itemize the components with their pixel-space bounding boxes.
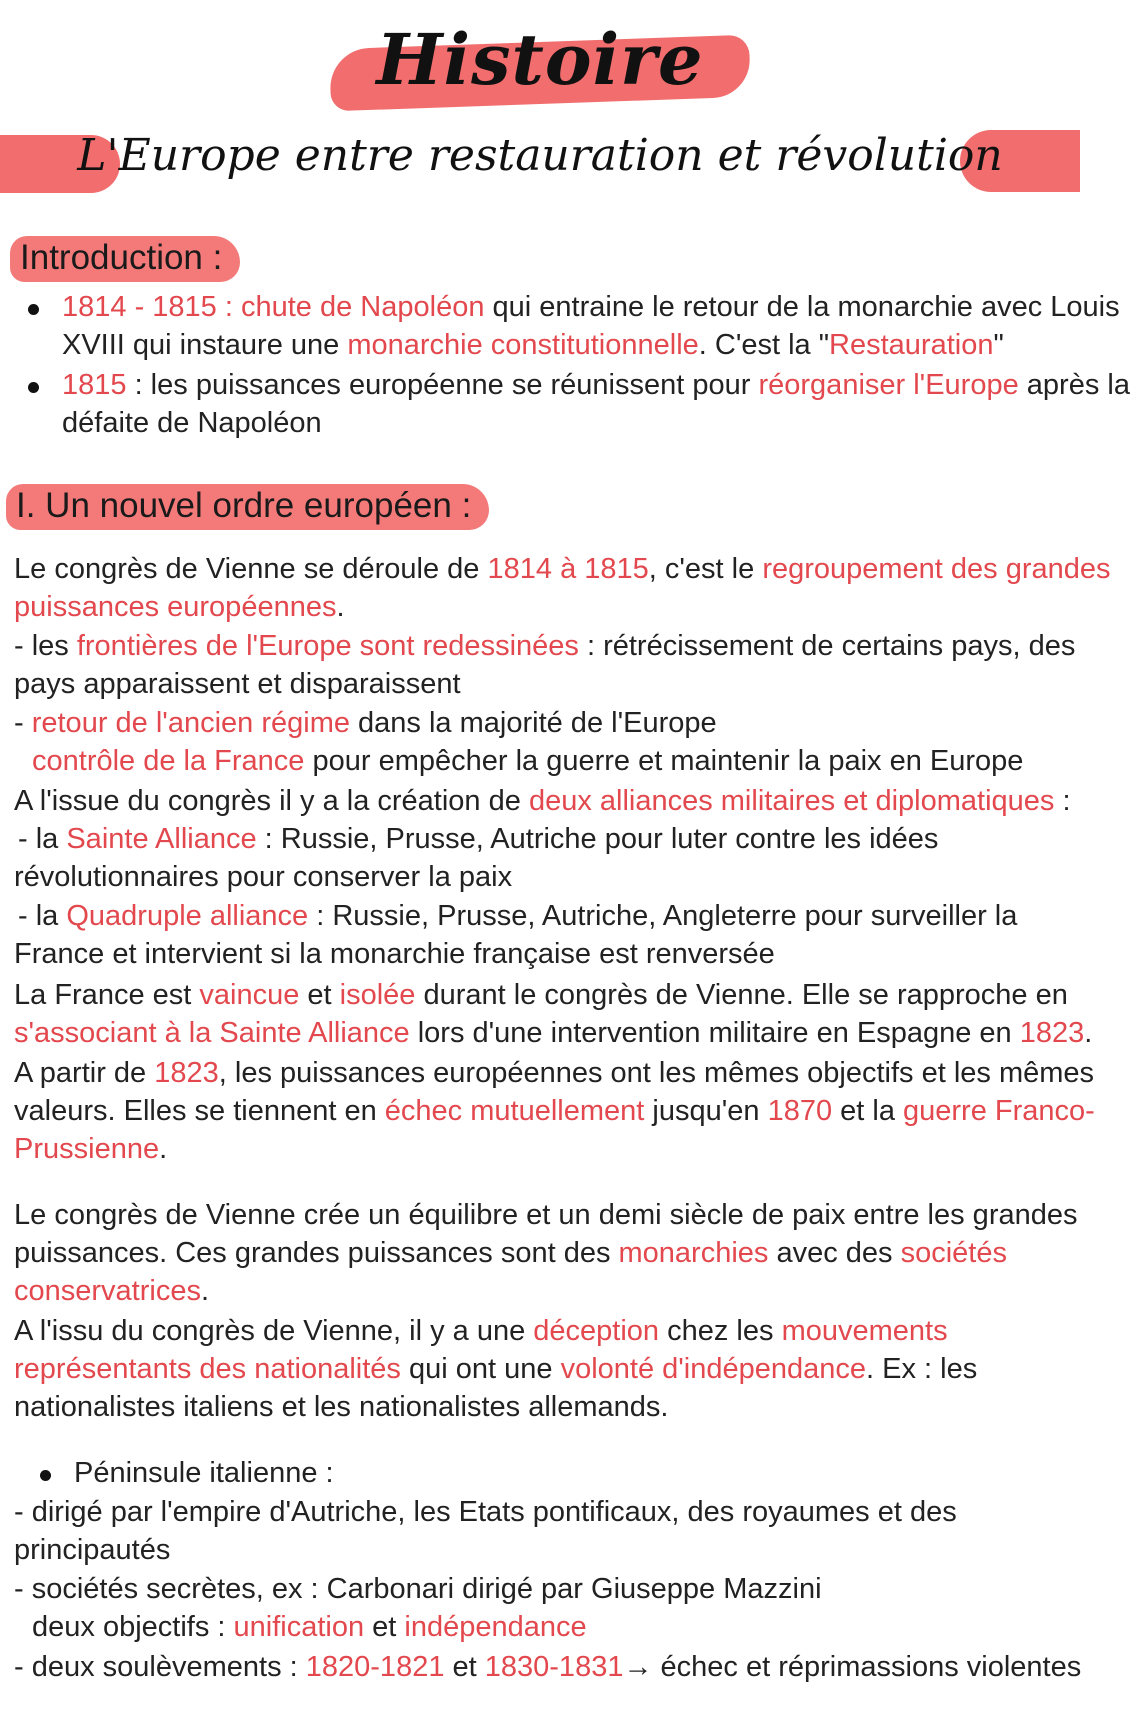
text: → échec et réprimassions violentes [623,1651,1082,1683]
text: : Russie, Prusse, Autriche pour luter contre les idées [256,823,939,855]
section-line-16 [14,1130,167,1168]
section-line-27 [32,1608,587,1646]
section-line-14 [14,1054,1094,1092]
intro-line-2 [62,326,1004,364]
keyword: indépendance [404,1611,587,1643]
text: . C'est la " [698,329,830,361]
keyword: s'associant à la Sainte Alliance [14,1017,410,1049]
text: . Ex : les [866,1353,978,1385]
text: XVIII qui instaure une [62,329,348,361]
section-line-28 [14,1648,1081,1686]
section-line-11: France et intervient si la monarchie française est renversée [14,938,775,970]
text: dans la majorité de l'Europe [349,707,717,739]
text: . [200,1275,210,1307]
keyword: déception [533,1315,660,1347]
section-line-21 [14,1350,977,1388]
section-line-23: Péninsule italienne : [74,1457,334,1489]
section-line-22: nationalistes italiens et les nationalistes allemands. [14,1391,669,1423]
text: deux objectifs : [32,1611,234,1643]
heading-nouvel-ordre: I. Un nouvel ordre européen : [6,484,489,530]
page-title: Histoire [376,18,704,101]
text: Le congrès de Vienne se déroule de [14,553,488,585]
section-line-17: Le congrès de Vienne crée un équilibre et un demi siècle de paix entre les grandes [14,1199,1078,1231]
section-line-15 [14,1092,1095,1130]
text: : Russie, Prusse, Autriche, Angleterre pour surveiller la [308,900,1018,932]
text: : rétrécissement de certains pays, des [578,630,1076,662]
keyword: 1814 à 1815 [487,553,649,585]
keyword: retour de l'ancien régime [31,707,350,739]
section-line-26: - sociétés secrètes, ex : Carbonari dirigé par Giuseppe Mazzini [14,1573,822,1605]
text: jusqu'en [644,1095,768,1127]
text: défaite de Napoléon [62,407,322,439]
text: - la [18,900,67,932]
text: " [993,329,1004,361]
keyword: regroupement des grandes [762,553,1111,585]
text: : [1054,785,1071,817]
section-line-10 [18,897,1017,935]
header [0,0,1080,210]
section-line-6 [32,742,1023,780]
text: , c'est le [648,553,763,585]
text: - deux soulèvements : [14,1651,306,1683]
keyword: deux alliances militaires et diplomatiques [528,785,1055,817]
section-line-12 [14,976,1068,1014]
keyword: volonté d'indépendance [560,1353,867,1385]
section-line-25: principautés [14,1534,171,1566]
section-line-4: pays apparaissent et disparaissent [14,668,461,700]
section-line-1 [14,550,1111,588]
section-line-8 [18,820,938,858]
keyword-monarchie-constitutionnelle: monarchie constitutionnelle [347,329,699,361]
text: et la [832,1095,904,1127]
section-line-18 [14,1234,1007,1272]
keyword: représentants des nationalités [14,1353,401,1385]
keyword: isolée [339,979,416,1011]
keyword: Sainte Alliance [66,823,257,855]
bullet-dot [40,1470,51,1481]
text: - la [18,823,67,855]
keyword: échec mutuellement [384,1095,645,1127]
text: pour empêcher la guerre et maintenir la paix en Europe [304,745,1024,777]
bullet-dot [28,382,39,393]
keyword-reorganiser-europe: réorganiser l'Europe [758,369,1019,401]
page-subtitle: L'Europe entre restauration et révolution [77,130,1003,181]
text: A l'issue du congrès il y a la création de [14,785,529,817]
text: et [444,1651,485,1683]
intro-line-1 [62,288,1120,326]
keyword: 1823 [1019,1017,1085,1049]
keyword: frontières de l'Europe sont redessinées [76,630,579,662]
text: . [336,591,345,623]
section-line-20 [14,1312,948,1350]
text: A partir de [14,1057,155,1089]
heading-introduction: Introduction : [10,236,240,282]
intro-line-4 [62,404,322,442]
bullet-dot [28,304,39,315]
text: et [364,1611,405,1643]
keyword: 1870 [767,1095,833,1127]
text: A l'issu du congrès de Vienne, il y a une [14,1315,534,1347]
keyword: contrôle de la France [32,745,305,777]
intro-line-3 [62,366,1130,404]
keyword: Prussienne [14,1133,160,1165]
text: - [14,707,32,739]
text: - les [14,630,77,662]
date-1814-1815: 1814 - 1815 : [62,291,241,323]
keyword: guerre Franco- [903,1095,1095,1127]
keyword: Quadruple alliance [66,900,309,932]
section-line-7 [14,782,1071,820]
keyword-chute-napoleon: chute de Napoléon [240,291,485,323]
section-line-19 [14,1272,209,1310]
keyword: sociétés [900,1237,1007,1269]
keyword-restauration: Restauration [829,329,994,361]
text: chez les [659,1315,782,1347]
text: : les puissances européenne se réunissent pour [126,369,759,401]
keyword: 1830-1831 [484,1651,624,1683]
section-line-24: - dirigé par l'empire d'Autriche, les Etats pontificaux, des royaumes et des [14,1496,957,1528]
keyword: conservatrices [14,1275,201,1307]
section-line-3 [14,627,1075,665]
keyword: monarchies [618,1237,769,1269]
date-1815: 1815 [62,369,127,401]
section-line-5 [14,704,717,742]
text: valeurs. Elles se tiennent en [14,1095,385,1127]
text: puissances. Ces grandes puissances sont des [14,1237,619,1269]
text: avec des [768,1237,901,1269]
keyword: mouvements [781,1315,948,1347]
section-line-2 [14,588,345,626]
keyword: puissances européennes [14,591,337,623]
text: qui ont une [400,1353,561,1385]
text: . [159,1133,168,1165]
text: durant le congrès de Vienne. Elle se rapproche en [415,979,1068,1011]
keyword: 1823 [154,1057,219,1089]
section-line-13 [14,1014,1092,1052]
text: . [1084,1017,1093,1049]
text: qui entraine le retour de la monarchie avec Louis [484,291,1120,323]
text: lors d'une intervention militaire en Espagne en [409,1017,1020,1049]
keyword: vaincue [199,979,300,1011]
text: après la [1018,369,1130,401]
section-line-9: révolutionnaires pour conserver la paix [14,861,513,893]
keyword: 1820-1821 [305,1651,445,1683]
text: , les puissances européennes ont les mêmes objectifs et les mêmes [218,1057,1095,1089]
text: La France est [14,979,200,1011]
keyword: unification [233,1611,365,1643]
text: et [299,979,340,1011]
